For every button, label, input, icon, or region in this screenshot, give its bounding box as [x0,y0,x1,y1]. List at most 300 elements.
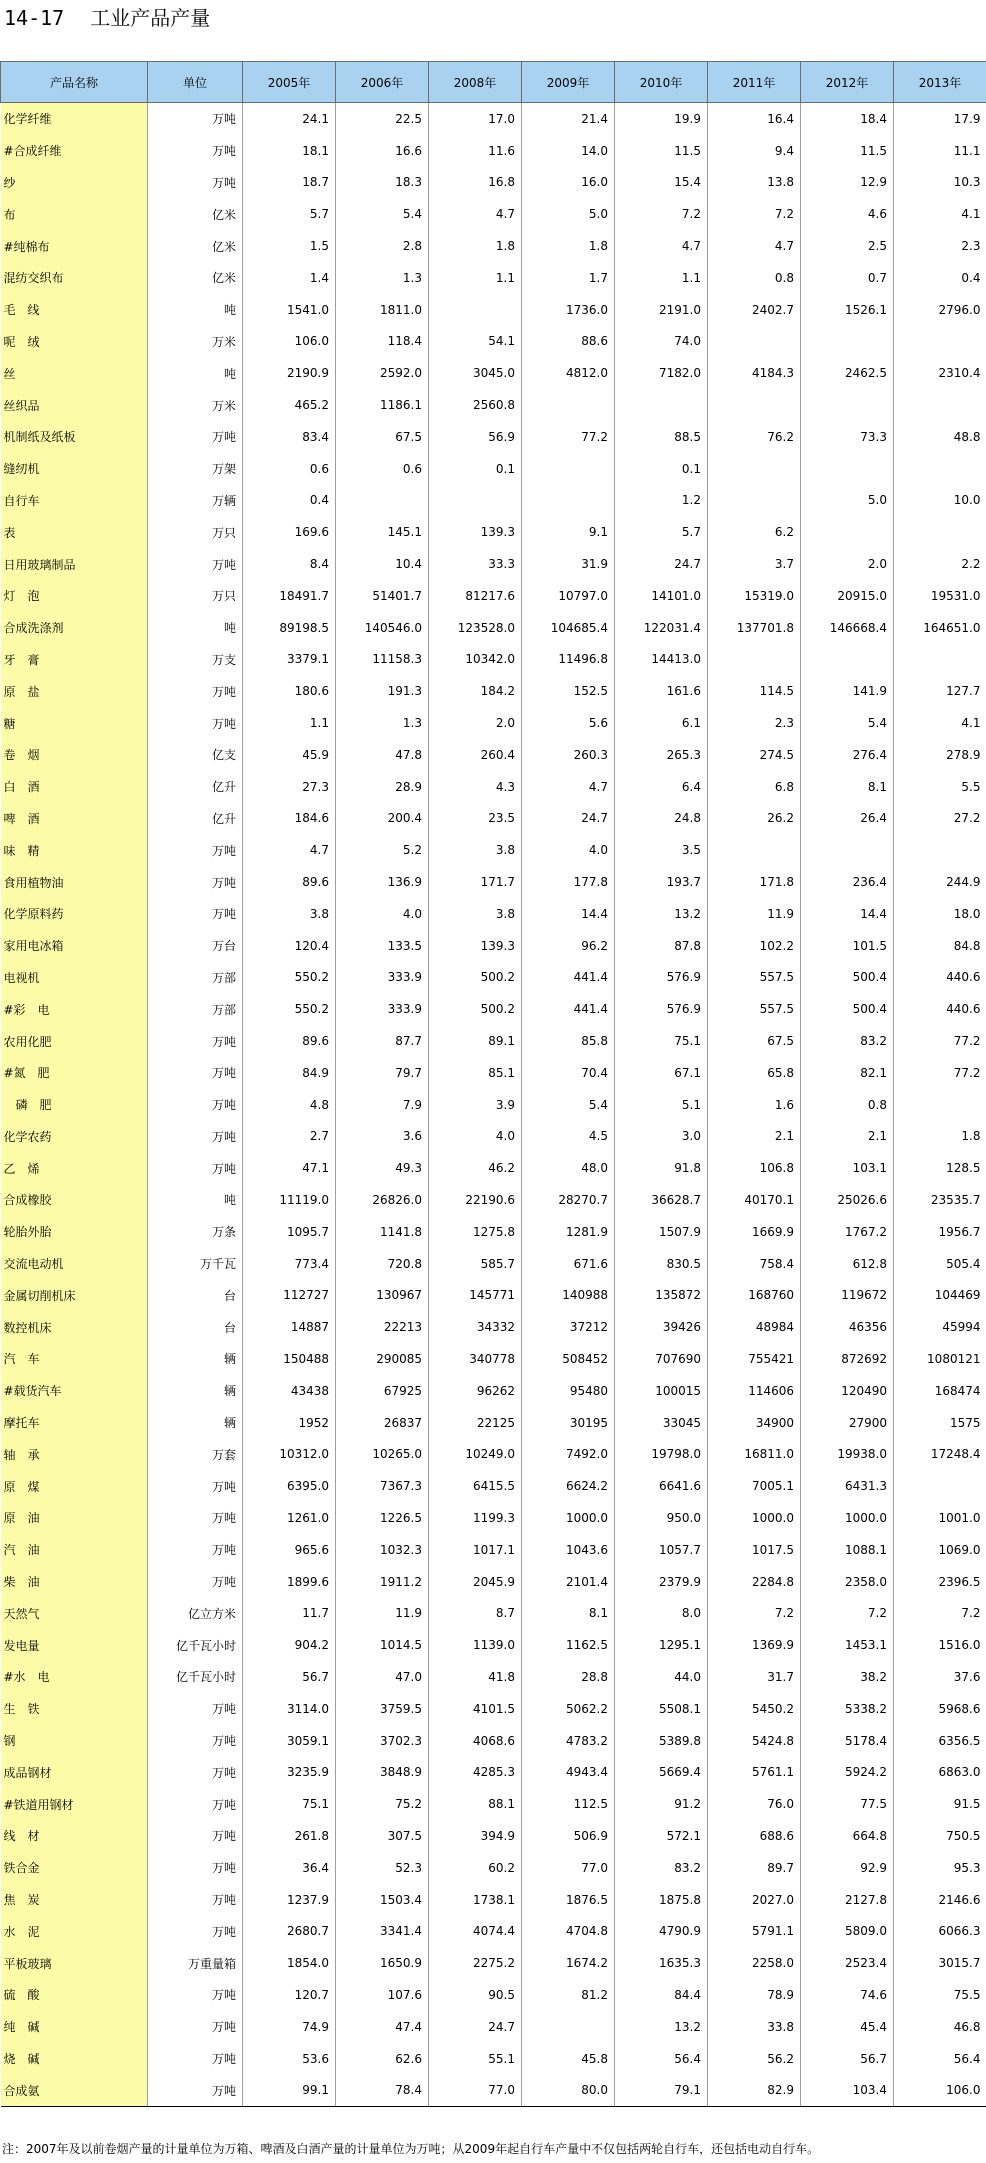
product-name-cell: 卷 烟 [1,739,148,771]
table-row [1,1438,986,1470]
value-cell: 0.4 [894,262,986,294]
value-cell: 7367.3 [336,1470,429,1502]
value-cell: 11.1 [894,135,986,167]
value-cell: 106.8 [708,1152,801,1184]
value-cell [801,453,894,485]
value-cell: 145771 [429,1279,522,1311]
product-name-cell: 农用化肥 [1,1025,148,1057]
value-cell [894,1089,986,1121]
value-cell: 54.1 [429,326,522,358]
value-cell: 0.7 [801,262,894,294]
value-cell: 168760 [708,1279,801,1311]
value-cell: 14.0 [522,135,615,167]
value-cell: 6356.5 [894,1725,986,1757]
unit-cell: 万套 [211,1447,236,1462]
unit-cell: 万吨 [211,1797,236,1812]
value-cell: 10.4 [336,548,429,580]
column-header: 2012年 [801,62,894,103]
product-name-cell: 电视机 [1,962,148,994]
column-header: 2009年 [522,62,615,103]
table-row [1,1725,986,1757]
value-cell: 22.5 [336,103,429,135]
value-cell: 2275.2 [429,1947,522,1979]
value-cell: 82.9 [708,2074,801,2106]
table-row [1,1661,986,1693]
value-cell: 74.6 [801,1979,894,2011]
column-header: 单位 [148,62,243,103]
value-cell: 169.6 [243,516,336,548]
product-name-cell: 灯 泡 [1,580,148,612]
value-cell [708,326,801,358]
value-cell: 77.0 [522,1852,615,1884]
table-row [1,993,986,1025]
value-cell: 12.9 [801,167,894,199]
value-cell: 1650.9 [336,1947,429,1979]
value-cell: 14.4 [801,898,894,930]
value-cell: 1141.8 [336,1216,429,1248]
value-cell: 127.7 [894,675,986,707]
value-cell: 5791.1 [708,1915,801,1947]
value-cell: 1875.8 [615,1884,708,1916]
product-name-cell: 日用玻璃制品 [1,548,148,580]
value-cell: 6431.3 [801,1470,894,1502]
value-cell [894,644,986,676]
value-cell: 45.4 [801,2011,894,2043]
value-cell: 1.4 [243,262,336,294]
value-cell: 25026.6 [801,1184,894,1216]
value-cell: 10342.0 [429,644,522,676]
value-cell: 135872 [615,1279,708,1311]
value-cell: 26837 [336,1407,429,1439]
value-cell: 1811.0 [336,294,429,326]
value-cell: 22125 [429,1407,522,1439]
value-cell: 26.2 [708,803,801,835]
product-name-cell: 机制纸及纸板 [1,421,148,453]
value-cell: 5508.1 [615,1693,708,1725]
unit-cell: 万部 [211,970,236,985]
production-table [0,61,986,2107]
product-name-cell: 汽 车 [1,1343,148,1375]
value-cell: 56.4 [894,2043,986,2075]
value-cell: 5389.8 [615,1725,708,1757]
value-cell: 19.9 [615,103,708,135]
value-cell [429,294,522,326]
value-cell: 34332 [429,1311,522,1343]
value-cell: 83.2 [801,1025,894,1057]
table-row [1,230,986,262]
value-cell: 75.1 [615,1025,708,1057]
unit-cell: 万米 [211,398,236,413]
value-cell: 1199.3 [429,1502,522,1534]
unit-cell: 台 [223,1320,236,1335]
value-cell: 84.4 [615,1979,708,2011]
value-cell: 265.3 [615,739,708,771]
value-cell: 441.4 [522,993,615,1025]
product-name-cell: 成品钢材 [1,1756,148,1788]
value-cell: 56.7 [801,2043,894,2075]
value-cell: 260.3 [522,739,615,771]
value-cell: 31.9 [522,548,615,580]
value-cell: 2462.5 [801,357,894,389]
value-cell: 5424.8 [708,1725,801,1757]
value-cell: 500.2 [429,993,522,1025]
value-cell: 557.5 [708,962,801,994]
value-cell: 2396.5 [894,1566,986,1598]
value-cell: 1095.7 [243,1216,336,1248]
value-cell: 2.7 [243,1121,336,1153]
value-cell [708,644,801,676]
value-cell: 89.6 [243,1025,336,1057]
value-cell: 48.8 [894,421,986,453]
unit-cell: 万吨 [211,684,236,699]
unit-cell: 万吨 [211,1734,236,1749]
product-name-cell: 铁合金 [1,1852,148,1884]
value-cell: 1.1 [243,707,336,739]
table-row [1,1820,986,1852]
table-row [1,326,986,358]
header-row [1,62,986,103]
value-cell: 557.5 [708,993,801,1025]
value-cell: 1139.0 [429,1629,522,1661]
product-name-cell: 烧 碱 [1,2043,148,2075]
unit-cell: 万吨 [211,1988,236,2003]
unit-cell: 万千瓦 [199,1257,236,1272]
value-cell: 40170.1 [708,1184,801,1216]
value-cell [801,389,894,421]
table-row [1,1343,986,1375]
unit-cell: 万吨 [211,1161,236,1176]
table-row [1,485,986,517]
value-cell: 576.9 [615,962,708,994]
value-cell: 3045.0 [429,357,522,389]
value-cell: 4285.3 [429,1756,522,1788]
value-cell: 2.8 [336,230,429,262]
value-cell: 688.6 [708,1820,801,1852]
value-cell [708,485,801,517]
value-cell: 95480 [522,1375,615,1407]
value-cell: 1.7 [522,262,615,294]
value-cell: 171.7 [429,866,522,898]
value-cell: 31.7 [708,1661,801,1693]
value-cell: 5.7 [615,516,708,548]
table-row [1,294,986,326]
unit-cell: 万米 [211,334,236,349]
value-cell [708,834,801,866]
table-row [1,1852,986,1884]
unit-cell: 万吨 [211,1861,236,1876]
value-cell: 550.2 [243,962,336,994]
value-cell: 28.8 [522,1661,615,1693]
value-cell: 27.3 [243,771,336,803]
unit-cell: 亿立方米 [187,1606,236,1621]
unit-cell: 吨 [223,621,236,636]
value-cell: 3.7 [708,548,801,580]
table-row [1,1756,986,1788]
value-cell [708,453,801,485]
unit-cell: 万吨 [211,1829,236,1844]
value-cell: 119672 [801,1279,894,1311]
value-cell: 78.4 [336,2074,429,2106]
product-name-cell: 发电量 [1,1629,148,1661]
value-cell: 74.0 [615,326,708,358]
product-name-cell: 化学农药 [1,1121,148,1153]
value-cell: 89.6 [243,866,336,898]
value-cell [801,644,894,676]
unit-cell: 吨 [223,366,236,381]
unit-cell: 万吨 [211,1893,236,1908]
value-cell: 4.8 [243,1089,336,1121]
value-cell: 19798.0 [615,1438,708,1470]
value-cell: 750.5 [894,1820,986,1852]
product-name-cell: 纱 [1,167,148,199]
value-cell: 83.4 [243,421,336,453]
value-cell: 77.2 [894,1057,986,1089]
value-cell: 10249.0 [429,1438,522,1470]
value-cell: 49.3 [336,1152,429,1184]
value-cell: 46.8 [894,2011,986,2043]
value-cell: 145.1 [336,516,429,548]
value-cell: 0.1 [429,453,522,485]
value-cell: 506.9 [522,1820,615,1852]
value-cell: 4068.6 [429,1725,522,1757]
table-row [1,1502,986,1534]
value-cell: 11158.3 [336,644,429,676]
value-cell: 10.3 [894,167,986,199]
value-cell: 21.4 [522,103,615,135]
product-name-cell: 数控机床 [1,1311,148,1343]
value-cell: 91.2 [615,1788,708,1820]
value-cell: 576.9 [615,993,708,1025]
column-header: 2011年 [708,62,801,103]
value-cell: 4.3 [429,771,522,803]
value-cell: 133.5 [336,930,429,962]
value-cell [801,326,894,358]
product-name-cell: 啤 酒 [1,803,148,835]
value-cell: 1043.6 [522,1534,615,1566]
value-cell: 2402.7 [708,294,801,326]
value-cell: 2.5 [801,230,894,262]
product-name-cell: 平板玻璃 [1,1947,148,1979]
value-cell: 3759.5 [336,1693,429,1725]
unit-cell: 万吨 [211,430,236,445]
value-cell: 1017.5 [708,1534,801,1566]
table-row [1,2074,986,2106]
unit-cell: 万吨 [211,112,236,127]
value-cell: 8.0 [615,1597,708,1629]
value-cell: 6863.0 [894,1756,986,1788]
value-cell [894,326,986,358]
value-cell: 7.2 [615,198,708,230]
value-cell: 17.0 [429,103,522,135]
table-row [1,389,986,421]
value-cell: 274.5 [708,739,801,771]
value-cell: 39426 [615,1311,708,1343]
value-cell: 1738.1 [429,1884,522,1916]
value-cell: 1507.9 [615,1216,708,1248]
value-cell: 74.9 [243,2011,336,2043]
unit-cell: 万吨 [211,2020,236,2035]
value-cell: 37.6 [894,1661,986,1693]
value-cell: 1.6 [708,1089,801,1121]
product-name-cell: 缝纫机 [1,453,148,485]
value-cell: 5178.4 [801,1725,894,1757]
value-cell: 30195 [522,1407,615,1439]
value-cell: 1000.0 [801,1502,894,1534]
unit-cell: 万吨 [211,1924,236,1939]
value-cell: 16.0 [522,167,615,199]
product-name-cell: #合成纤维 [1,135,148,167]
value-cell: 2.3 [708,707,801,739]
unit-cell: 亿米 [211,271,236,286]
value-cell: 11.7 [243,1597,336,1629]
value-cell: 4184.3 [708,357,801,389]
value-cell: 27.2 [894,803,986,835]
value-cell: 7.9 [336,1089,429,1121]
product-name-cell: #彩 电 [1,993,148,1025]
unit-cell: 亿米 [211,207,236,222]
value-cell: 1516.0 [894,1629,986,1661]
table-body [1,103,986,2107]
product-name-cell: 钢 [1,1725,148,1757]
product-name-cell: 合成橡胶 [1,1184,148,1216]
unit-cell: 台 [223,1288,236,1303]
value-cell: 6066.3 [894,1915,986,1947]
value-cell: 56.4 [615,2043,708,2075]
value-cell: 120.4 [243,930,336,962]
value-cell: 47.8 [336,739,429,771]
value-cell [429,485,522,517]
value-cell: 18.3 [336,167,429,199]
unit-cell: 万吨 [211,1129,236,1144]
value-cell: 671.6 [522,1248,615,1280]
value-cell [894,453,986,485]
product-name-cell: 水 泥 [1,1915,148,1947]
value-cell: 114.5 [708,675,801,707]
value-cell: 184.2 [429,675,522,707]
value-cell: 1057.7 [615,1534,708,1566]
value-cell: 707690 [615,1343,708,1375]
value-cell [801,834,894,866]
value-cell: 2.2 [894,548,986,580]
unit-cell: 万架 [211,462,236,477]
value-cell: 1000.0 [708,1502,801,1534]
product-name-cell: 布 [1,198,148,230]
value-cell: 67.1 [615,1057,708,1089]
value-cell: 5338.2 [801,1693,894,1725]
table-row [1,1884,986,1916]
value-cell: 2027.0 [708,1884,801,1916]
value-cell: 33045 [615,1407,708,1439]
value-cell: 1669.9 [708,1216,801,1248]
table-row [1,421,986,453]
table-row [1,198,986,230]
product-name-cell: 天然气 [1,1597,148,1629]
value-cell: 45994 [894,1311,986,1343]
unit-cell: 吨 [223,303,236,318]
value-cell: 6.8 [708,771,801,803]
value-cell: 10312.0 [243,1438,336,1470]
unit-cell: 万吨 [211,1066,236,1081]
value-cell: 3848.9 [336,1756,429,1788]
unit-cell: 万支 [211,652,236,667]
unit-cell: 万吨 [211,1479,236,1494]
value-cell: 1069.0 [894,1534,986,1566]
value-cell: 37212 [522,1311,615,1343]
value-cell: 10.0 [894,485,986,517]
value-cell: 46356 [801,1311,894,1343]
value-cell: 77.0 [429,2074,522,2106]
value-cell: 1956.7 [894,1216,986,1248]
value-cell: 1.8 [522,230,615,262]
table-row [1,898,986,930]
unit-cell: 亿支 [211,748,236,763]
value-cell: 5.4 [801,707,894,739]
product-name-cell: 磷 肥 [1,1089,148,1121]
table-row [1,1693,986,1725]
value-cell: 4074.4 [429,1915,522,1947]
table-row [1,580,986,612]
value-cell: 118.4 [336,326,429,358]
table-row [1,1152,986,1184]
unit-cell: 万吨 [211,1765,236,1780]
unit-cell: 万吨 [211,1034,236,1049]
value-cell: 4943.4 [522,1756,615,1788]
value-cell: 5062.2 [522,1693,615,1725]
table-row [1,1534,986,1566]
value-cell: 88.6 [522,326,615,358]
value-cell: 20915.0 [801,580,894,612]
value-cell: 85.8 [522,1025,615,1057]
unit-cell: 万吨 [148,2074,243,2106]
table-row [1,1375,986,1407]
unit-cell: 万吨 [211,557,236,572]
value-cell: 140546.0 [336,612,429,644]
value-cell: 2.0 [801,548,894,580]
value-cell: 5.0 [522,198,615,230]
product-name-cell: 生 铁 [1,1693,148,1725]
table-header [1,62,986,103]
table-row [1,2011,986,2043]
product-name-cell: 毛 线 [1,294,148,326]
value-cell: 140988 [522,1279,615,1311]
value-cell: 1226.5 [336,1502,429,1534]
value-cell: 191.3 [336,675,429,707]
product-name-cell: 化学原料药 [1,898,148,930]
product-name-cell: 原 盐 [1,675,148,707]
value-cell: 67.5 [708,1025,801,1057]
column-header: 2005年 [243,62,336,103]
value-cell: 14101.0 [615,580,708,612]
value-cell: 7492.0 [522,1438,615,1470]
value-cell: 1162.5 [522,1629,615,1661]
value-cell: 78.9 [708,1979,801,2011]
value-cell: 1.8 [429,230,522,262]
value-cell: 5.4 [522,1089,615,1121]
value-cell: 85.1 [429,1057,522,1089]
product-name-cell: 呢 绒 [1,326,148,358]
value-cell: 2592.0 [336,357,429,389]
value-cell: 0.6 [336,453,429,485]
table-row [1,1248,986,1280]
value-cell: 236.4 [801,866,894,898]
table-row [1,135,986,167]
value-cell: 15.4 [615,167,708,199]
value-cell: 3.8 [243,898,336,930]
value-cell: 87.8 [615,930,708,962]
table-row [1,707,986,739]
product-name-cell: 交流电动机 [1,1248,148,1280]
table-row [1,1279,986,1311]
